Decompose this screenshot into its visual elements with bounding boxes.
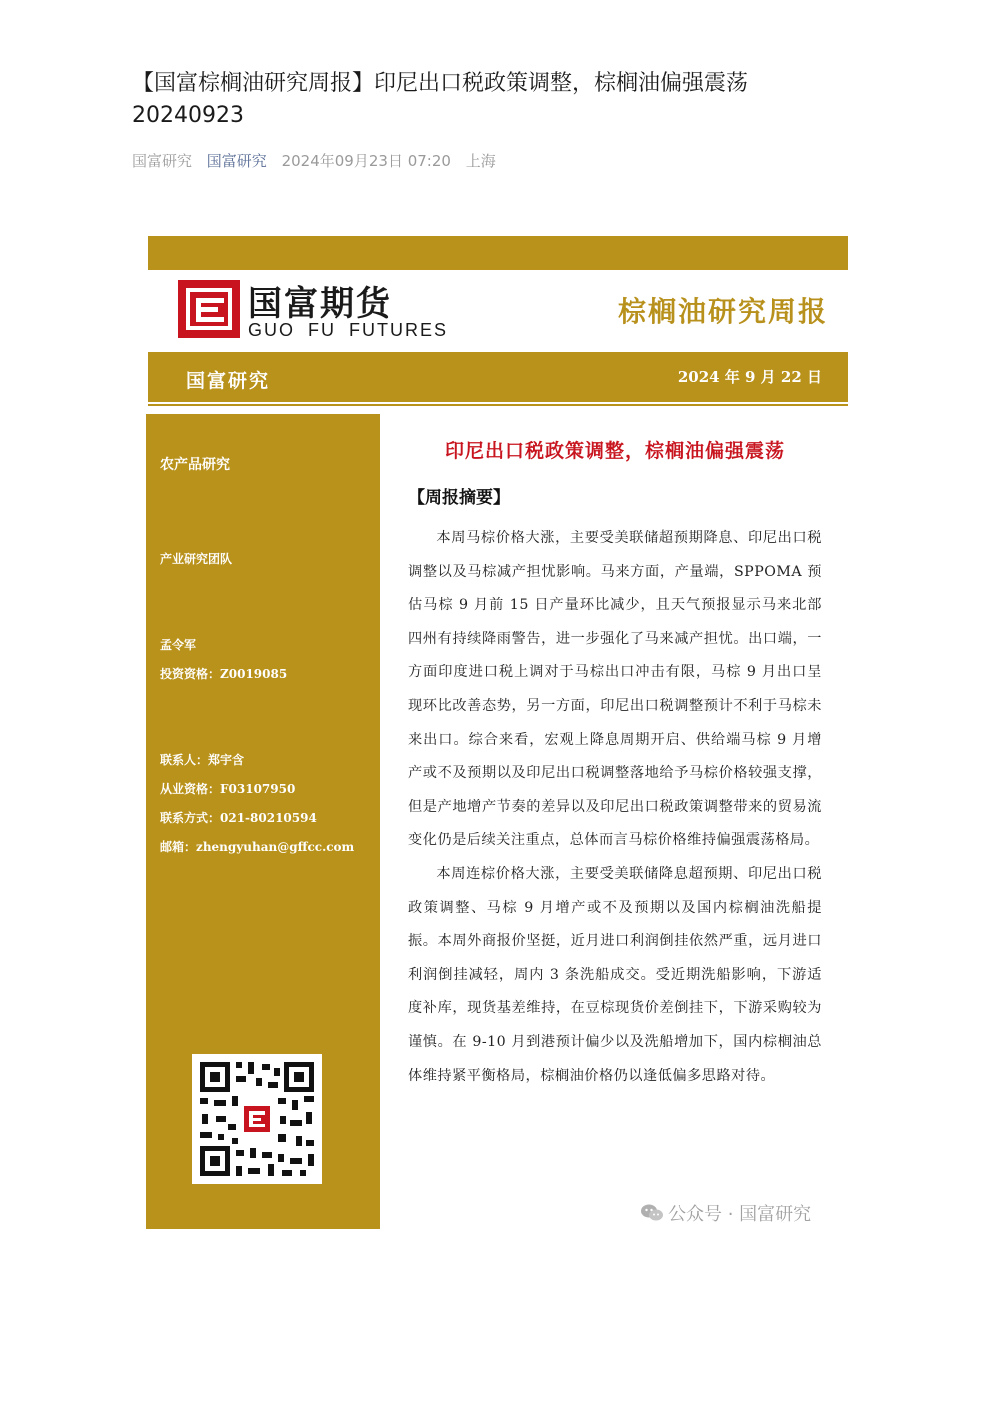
info-band xyxy=(148,352,848,402)
article-meta xyxy=(132,150,506,171)
sidebar-analyst: 孟令军 xyxy=(160,638,197,652)
logo-name-cn: 国富期货 xyxy=(248,284,392,324)
summary-paragraph: 本周连棕价格大涨，主要受美联储降息超预期、印尼出口税政策调整、马棕 9 月增产或不及预期以及国内棕榈油洗船提振。本周外商报价坚挺，近月进口利润倒挂依然严重，远月进口利润倒挂减轻，周内 3 条洗船成交。受近期洗船影响，下游适度补库，现货基差维持，在豆棕现货价差倒挂下，下游采购较为谨慎。在 9-10 月到港预计偏少以及洗船增加下，国内棕榈油总体维持紧平衡格局，棕榈油价格仍以逢低偏多思路对待。 xyxy=(408,865,822,1084)
series-title: 棕榈油研究周报 xyxy=(617,295,828,328)
summary-heading: 【周报摘要】 xyxy=(408,488,510,508)
guofu-logo-icon xyxy=(178,280,240,338)
watermark-text: 公众号 · 国富研究 xyxy=(668,1204,812,1225)
logo-name-en: GUO FU FUTURES xyxy=(248,320,448,340)
wechat-icon xyxy=(640,1203,664,1223)
sidebar-contact: 联系人：郑宇含 xyxy=(160,753,245,767)
summary-paragraph: 本周马棕价格大涨，主要受美联储超预期降息、印尼出口税调整以及马棕减产担忧影响。马来方面，产量端，SPPOMA 预估马棕 9 月前 15 日产量环比减少，且天气预报显示马来北部四州有持续降雨警告，进一步强化了马来减产担忧。出口端，一方面印度进口税上调对于马棕出口冲击有限，马棕 9 月出口呈现环比改善态势，另一方面，印尼出口税调整预计不利于马棕未来出口。综合来看，宏观上降息周期开启、供给端马棕 9 月增产或不及预期以及印尼出口税调整落地给予马棕价格较强支撑，但是产地增产节奏的差异以及印尼出口税政策调整带来的贸易流变化仍是后续关注重点，总体而言马棕价格维持偏强震荡格局。 xyxy=(408,530,822,849)
report-header xyxy=(148,270,848,352)
publish-datetime: 2024年09月23日 07:20 xyxy=(281,152,451,170)
source-label: 国富研究 xyxy=(132,152,193,170)
sidebar-phone: 联系方式：021-80210594 xyxy=(160,811,317,825)
report-main xyxy=(408,436,822,1093)
sidebar xyxy=(146,414,380,1229)
sidebar-email: 邮箱：zhengyuhan@gffcc.com xyxy=(160,840,355,854)
org-name: 国富研究 xyxy=(186,370,271,392)
article-title: 【国富棕榈油研究周报】印尼出口税政策调整，棕榈油偏强震荡20240923 xyxy=(132,71,749,128)
report-title: 印尼出口税政策调整，棕榈油偏强震荡 xyxy=(444,440,785,462)
watermark xyxy=(640,1200,811,1226)
qr-code-icon xyxy=(192,1054,322,1184)
sidebar-dept: 农产品研究 xyxy=(160,457,230,473)
sidebar-analyst-cert: 投资资格：Z0019085 xyxy=(160,667,288,681)
account-link[interactable]: 国富研究 xyxy=(206,152,267,170)
sidebar-team: 产业研究团队 xyxy=(160,552,233,566)
sidebar-contact-cert: 从业资格：F03107950 xyxy=(160,782,296,796)
divider xyxy=(148,404,848,406)
report-image xyxy=(146,236,848,1230)
top-band xyxy=(148,236,848,270)
publish-location: 上海 xyxy=(465,152,496,170)
report-date: 2024 年 9 月 22 日 xyxy=(677,368,822,386)
